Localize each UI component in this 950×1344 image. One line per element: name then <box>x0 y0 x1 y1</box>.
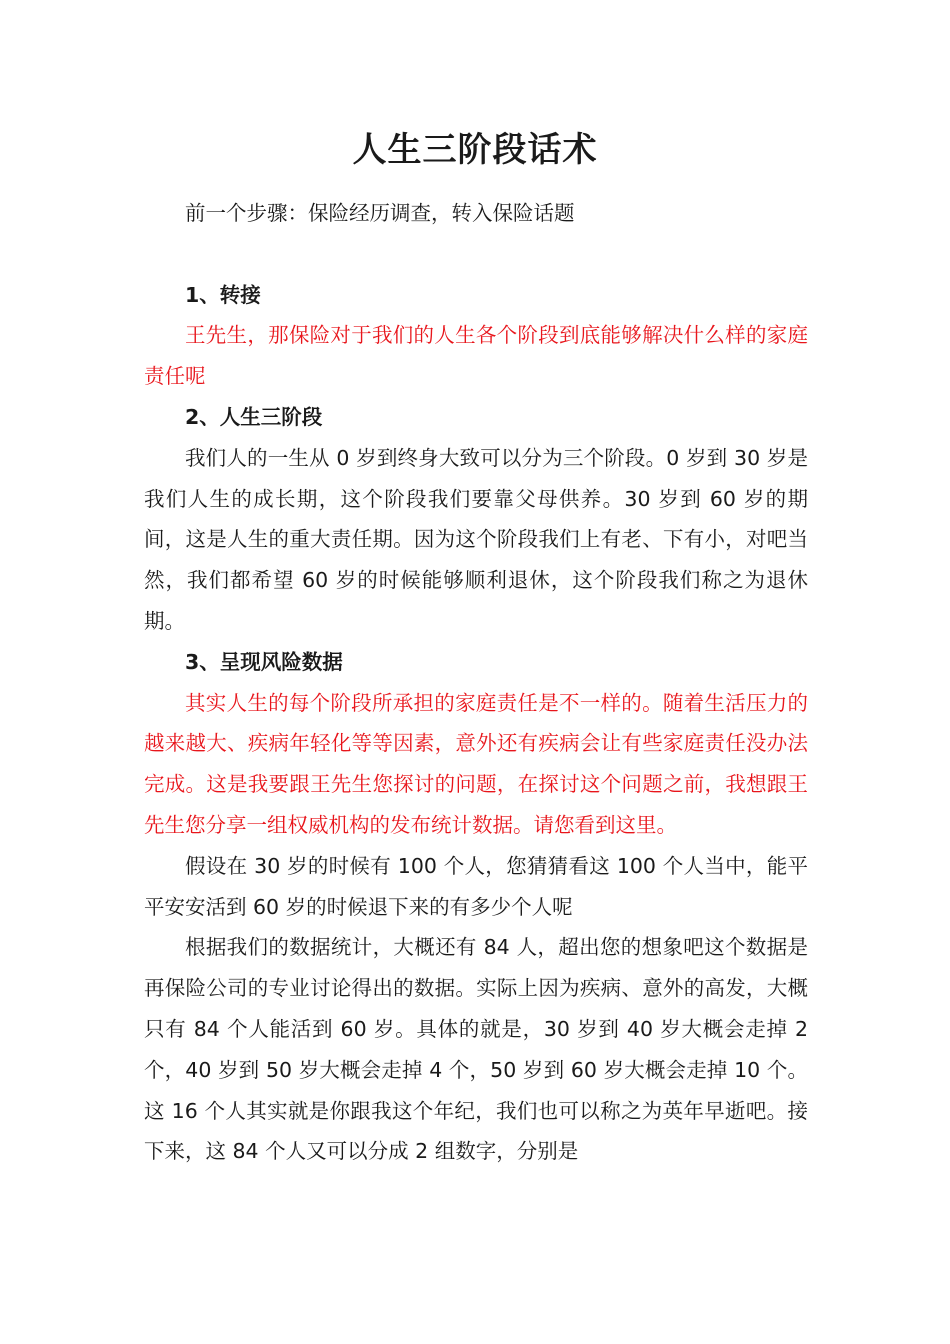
risk-intro-paragraph: 其实人生的每个阶段所承担的家庭责任是不一样的。随着生活压力的越来越大、疾病年轻化等等因素，意外还有疾病会让有些家庭责任没办法完成。这是我要跟王先生您探讨的问题，在探讨这个问题之前，我想跟王先生您分享一组权威机构的发布统计数据。请您看到这里。 <box>144 690 808 837</box>
transition-script-paragraph: 王先生，那保险对于我们的人生各个阶段到底能够解决什么样的家庭责任呢 <box>144 323 808 389</box>
intro-paragraph: 前一个步骤：保险经历调查，转入保险话题 <box>185 201 575 225</box>
document-body <box>144 193 808 1172</box>
survival-question-paragraph: 假设在 30 岁的时候有 100 个人，您猜猜看这 100 个人当中，能平平安安活到 60 岁的时候退下来的有多少个人呢 <box>144 853 808 919</box>
document-title: 人生三阶段话术 <box>352 130 598 170</box>
section-heading-risk-data: 3、呈现风险数据 <box>185 649 343 674</box>
section-heading-life-stages: 2、人生三阶段 <box>185 404 323 429</box>
life-stages-paragraph: 我们人的一生从 0 岁到终身大致可以分为三个阶段。0 岁到 30 岁是我们人生的成长期，这个阶段我们要靠父母供养。30 岁到 60 岁的期间，这是人生的重大责任期。因为这个阶段我们上有老、下有小，对吧当然，我们都希望 60 岁的时候能够顺利退休，这个阶段我们称之为退休期。 <box>144 445 808 633</box>
section-heading-transition: 1、转接 <box>185 282 261 307</box>
statistics-paragraph: 根据我们的数据统计，大概还有 84 人，超出您的想象吧这个数据是再保险公司的专业讨论得出的数据。实际上因为疾病、意外的高发，大概只有 84 个人能活到 60 岁。具体的就是，30 岁到 40 岁大概会走掉 2 个，40 岁到 50 岁大概会走掉 4 个，50 岁到 60 岁大概会走掉 10 个。这 16 个人其实就是你跟我这个年纪，我们也可以称之为英年早逝吧。接下来，这 84 个人又可以分成 2 组数字，分别是 <box>144 935 808 1164</box>
blank-line <box>144 234 808 275</box>
